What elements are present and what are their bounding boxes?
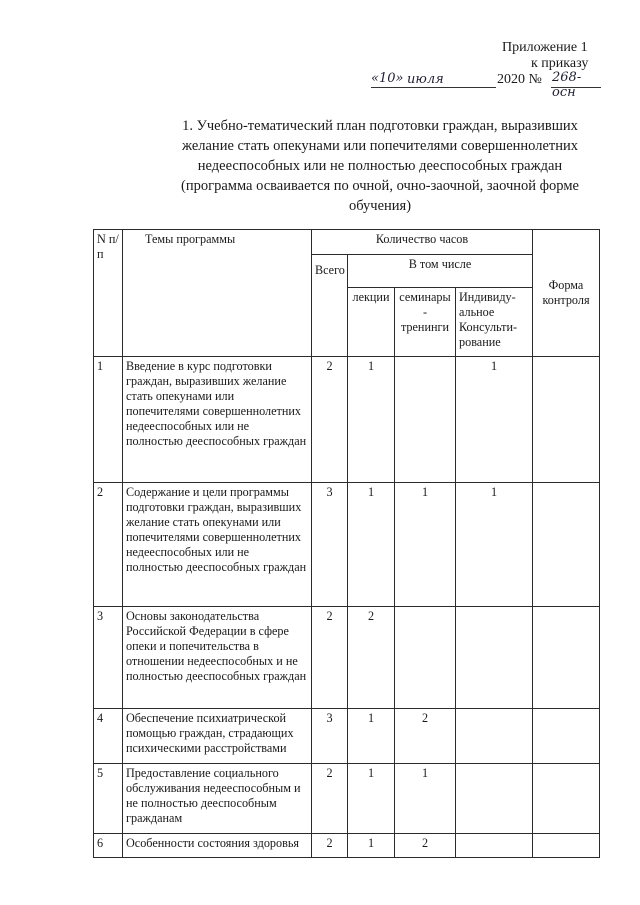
row-control-form	[533, 834, 600, 858]
row-individual-hours	[456, 834, 533, 858]
row-lecture-hours: 1	[348, 357, 395, 483]
table-row	[94, 764, 600, 834]
row-lecture-hours: 1	[348, 834, 395, 858]
year-and-number-label: 2020 №	[497, 72, 542, 87]
row-seminar-hours	[395, 357, 456, 483]
row-number: 3	[94, 607, 123, 709]
row-control-form	[533, 357, 600, 483]
header-row-1	[94, 230, 600, 255]
row-total-hours: 2	[312, 607, 348, 709]
col-lectures-header: лекции	[348, 288, 395, 357]
table-row	[94, 483, 600, 607]
order-label: к приказу	[531, 56, 589, 71]
row-total-hours: 3	[312, 709, 348, 764]
curriculum-table	[93, 229, 600, 858]
number-underline	[551, 87, 601, 88]
row-individual-hours	[456, 764, 533, 834]
title-line-4: (программа осваивается по очной, очно-заочной, заочной форме	[181, 178, 579, 194]
row-number: 2	[94, 483, 123, 607]
table-row	[94, 607, 600, 709]
row-topic: Введение в курс подготовки граждан, выразивших желание стать опекунами или попечителями совершеннолетних недееспособных или не полностью дееспособных граждан	[123, 357, 312, 483]
table-row	[94, 357, 600, 483]
row-lecture-hours: 2	[348, 607, 395, 709]
title-line-3: недееспособных или не полностью дееспособных граждан	[197, 158, 563, 174]
row-topic: Обеспечение психиатрической помощью граждан, страдающих психическими расстройствами	[123, 709, 312, 764]
row-individual-hours	[456, 709, 533, 764]
row-seminar-hours: 2	[395, 834, 456, 858]
date-underline	[371, 87, 496, 88]
row-number: 5	[94, 764, 123, 834]
row-lecture-hours: 1	[348, 709, 395, 764]
row-control-form	[533, 483, 600, 607]
row-seminar-hours	[395, 607, 456, 709]
row-topic: Основы законодательства Российской Федерации в сфере опеки и попечительства в отношении недееспособных и не полностью дееспособных граждан	[123, 607, 312, 709]
row-total-hours: 2	[312, 357, 348, 483]
row-individual-hours: 1	[456, 357, 533, 483]
row-lecture-hours: 1	[348, 764, 395, 834]
row-number: 1	[94, 357, 123, 483]
row-control-form	[533, 764, 600, 834]
handwritten-day: «10»	[371, 71, 404, 86]
col-number-header: N п/п	[94, 230, 123, 357]
row-total-hours: 3	[312, 483, 348, 607]
title-line-5: обучения)	[348, 198, 412, 214]
row-number: 4	[94, 709, 123, 764]
row-control-form	[533, 709, 600, 764]
col-including-header: В том числе	[348, 255, 533, 288]
col-control-header: Форма контроля	[533, 230, 600, 357]
row-control-form	[533, 607, 600, 709]
col-topics-header: Темы программы	[123, 230, 312, 357]
col-seminars-header: семинары - тренинги	[395, 288, 456, 357]
table-row	[94, 709, 600, 764]
table-row	[94, 834, 600, 858]
handwritten-month: июля	[407, 72, 444, 87]
document-title	[140, 116, 620, 216]
col-total-header: Всего	[312, 255, 348, 357]
row-topic: Содержание и цели программы подготовки граждан, выразивших желание стать опекунами или попечителями совершеннолетних недееспособных или не полностью дееспособных граждан	[123, 483, 312, 607]
row-seminar-hours: 1	[395, 764, 456, 834]
handwritten-order-number: 268-осн	[552, 70, 582, 100]
col-hours-header: Количество часов	[312, 230, 533, 255]
row-number: 6	[94, 834, 123, 858]
row-individual-hours	[456, 607, 533, 709]
row-topic: Предоставление социального обслуживания недееспособным и не полностью дееспособным гражданам	[123, 764, 312, 834]
title-line-2: желание стать опекунами или попечителями совершеннолетних	[182, 138, 578, 154]
row-lecture-hours: 1	[348, 483, 395, 607]
row-seminar-hours: 2	[395, 709, 456, 764]
row-seminar-hours: 1	[395, 483, 456, 607]
appendix-label: Приложение 1	[502, 40, 588, 55]
title-line-1: 1. Учебно-тематический план подготовки граждан, выразивших	[182, 118, 578, 134]
col-individual-header: Индивиду- альное Консульти- рование	[456, 288, 533, 357]
row-total-hours: 2	[312, 834, 348, 858]
row-total-hours: 2	[312, 764, 348, 834]
row-individual-hours: 1	[456, 483, 533, 607]
row-topic: Особенности состояния здоровья	[123, 834, 312, 858]
order-date-line	[371, 70, 603, 100]
